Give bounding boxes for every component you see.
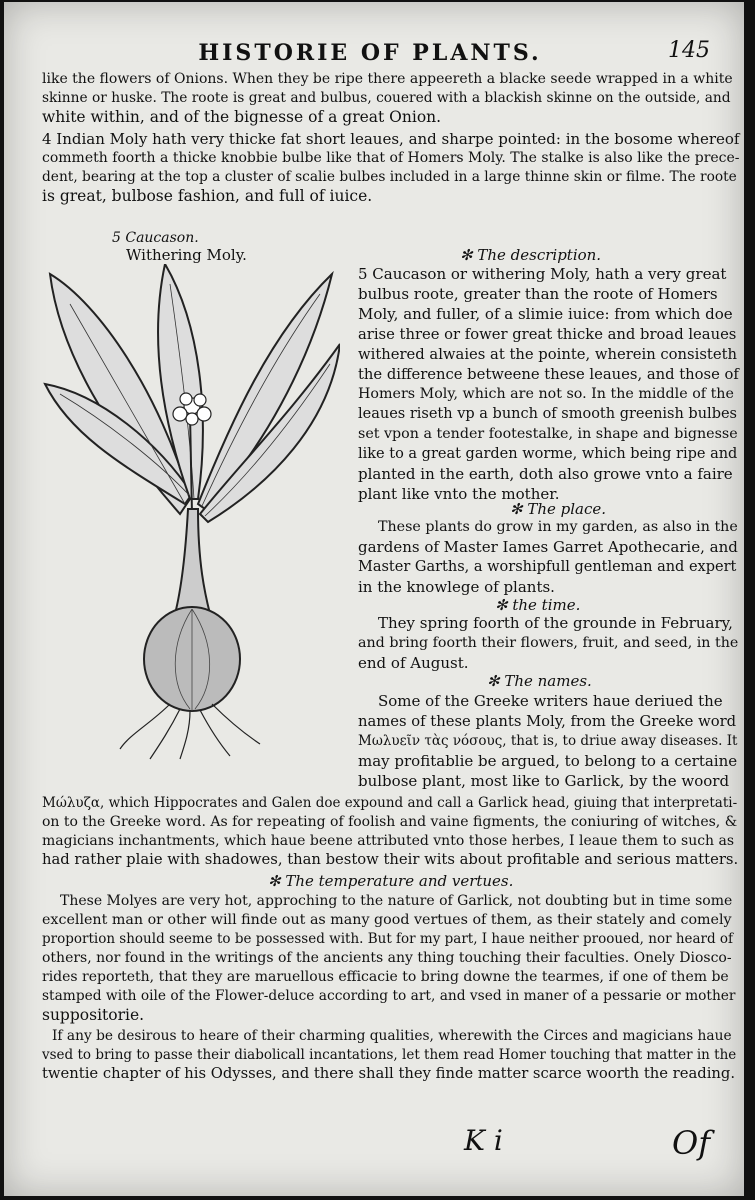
- text-line: like to a great garden worme, which being ripe and: [358, 446, 738, 462]
- text-line: bulbus roote, greater than the roote of Homers: [358, 285, 718, 303]
- place-heading: ✻ The place.: [510, 500, 607, 518]
- text-line: These Molyes are very hot, approching to the nature of Garlick, not doubting but in time some: [60, 893, 733, 909]
- temperature-heading: ✻ The temperature and vertues.: [268, 872, 514, 890]
- figure-name-caption: Withering Moly.: [126, 246, 247, 264]
- page-header: HISTORIE OF PLANTS.: [198, 40, 542, 66]
- text-line: rides reporteth, that they are maruellous efficacie to bring downe the tearmes, if one of them be: [42, 969, 729, 985]
- text-line: proportion should seeme to be possessed with. But for my part, I haue neither prooued, nor heard of: [42, 931, 734, 947]
- text-line: If any be desirous to heare of their charming qualities, wherewith the Circes and magicians haue: [52, 1028, 732, 1044]
- catchword: Of: [672, 1124, 711, 1162]
- text-line: vsed to bring to passe their diabolicall incantations, let them read Homer touching that matter in the: [42, 1047, 737, 1063]
- text-line: may profitablie be argued, to belong to a certaine: [358, 752, 738, 770]
- description-heading: ✻ The description.: [460, 246, 602, 264]
- signature-mark: K i: [464, 1124, 503, 1157]
- text-line: skinne or huske. The roote is great and bulbus, couered with a blackish skinne on the outside, and: [42, 90, 731, 106]
- text-line: had rather plaie with shadowes, than bestow their wits about profitable and serious matters.: [42, 851, 739, 868]
- text-line: They spring foorth of the grounde in February,: [378, 614, 733, 632]
- text-line: end of August.: [358, 654, 469, 672]
- text-line: gardens of Master Iames Garret Apothecarie, and: [358, 538, 738, 556]
- text-line: bulbose plant, most like to Garlick, by the woord: [358, 772, 730, 790]
- text-line: withered alwaies at the pointe, wherein consisteth: [358, 346, 737, 363]
- page-number: 145: [668, 38, 710, 63]
- text-line: set vpon a tender footestalke, in shape and bignesse: [358, 426, 738, 442]
- text-line: 4 Indian Moly hath very thicke fat short leaues, and sharpe pointed: in the bosome whereof: [42, 130, 740, 148]
- text-line: names of these plants Moly, from the Greeke word: [358, 713, 737, 730]
- text-line: These plants do grow in my garden, as also in the: [378, 519, 738, 535]
- text-line: on to the Greeke word. As for repeating of foolish and vaine figments, the coniuring of witches, &: [42, 814, 738, 830]
- time-heading: ✻ the time.: [495, 596, 581, 614]
- text-line: Μώλυζα, which Hippocrates and Galen doe expound and call a Garlick head, giuing that interpretati-: [42, 795, 738, 811]
- text-line: others, nor found in the writings of the ancients any thing touching their faculties. Onely Diosco-: [42, 950, 732, 966]
- text-line: white within, and of the bignesse of a great Onion.: [42, 108, 442, 126]
- text-line: in the knowlege of plants.: [358, 578, 555, 596]
- text-line: and bring foorth their flowers, fruit, and seed, in the: [358, 635, 739, 651]
- text-line: planted in the earth, doth also growe vnto a faire: [358, 465, 733, 483]
- text-line: Moly, and fuller, of a slimie iuice: from which doe: [358, 305, 733, 323]
- figure-number-caption: 5 Caucason.: [112, 230, 199, 246]
- text-line: dent, bearing at the top a cluster of scalie bulbes included in a large thinne skin or filme. The roote: [42, 169, 737, 185]
- text-line: like the flowers of Onions. When they be ripe there appeereth a blacke seede wrapped in a white: [42, 71, 733, 87]
- text-line: Some of the Greeke writers haue deriued the: [378, 692, 723, 710]
- text-line: stamped with oile of the Flower-deluce according to art, and vsed in maner of a pessarie or mother: [42, 988, 736, 1004]
- text-line: is great, bulbose fashion, and full of iuice.: [42, 187, 373, 205]
- text-line: Μωλυεῖν τὰς νόσους, that is, to driue away diseases. It: [358, 733, 738, 749]
- text-line: leaues riseth vp a bunch of smooth greenish bulbes: [358, 406, 737, 422]
- text-line: magicians inchantments, which haue beene attributed vnto those herbes, I leaue them to such as: [42, 833, 735, 849]
- text-line: the difference betweene these leaues, and those of: [358, 366, 739, 383]
- text-line: twentie chapter of his Odysses, and there shall they finde matter scarce woorth the reading.: [42, 1065, 736, 1082]
- text-line: arise three or fower great thicke and broad leaues: [358, 326, 737, 343]
- text-line: 5 Caucason or withering Moly, hath a very great: [358, 265, 727, 283]
- text-line: excellent man or other will finde out as many good vertues of them, as their stately and comely: [42, 912, 732, 928]
- text-line: suppositorie.: [42, 1006, 145, 1024]
- text-line: Master Garths, a worshipfull gentleman and expert: [358, 559, 737, 575]
- text-line: Homers Moly, which are not so. In the middle of the: [358, 386, 734, 402]
- withering-moly-woodcut: [40, 264, 340, 764]
- text-line: commeth foorth a thicke knobbie bulbe like that of Homers Moly. The stalke is also like the prece-: [42, 150, 740, 166]
- names-heading: ✻ The names.: [487, 672, 592, 690]
- text-line: plant like vnto the mother.: [358, 485, 560, 503]
